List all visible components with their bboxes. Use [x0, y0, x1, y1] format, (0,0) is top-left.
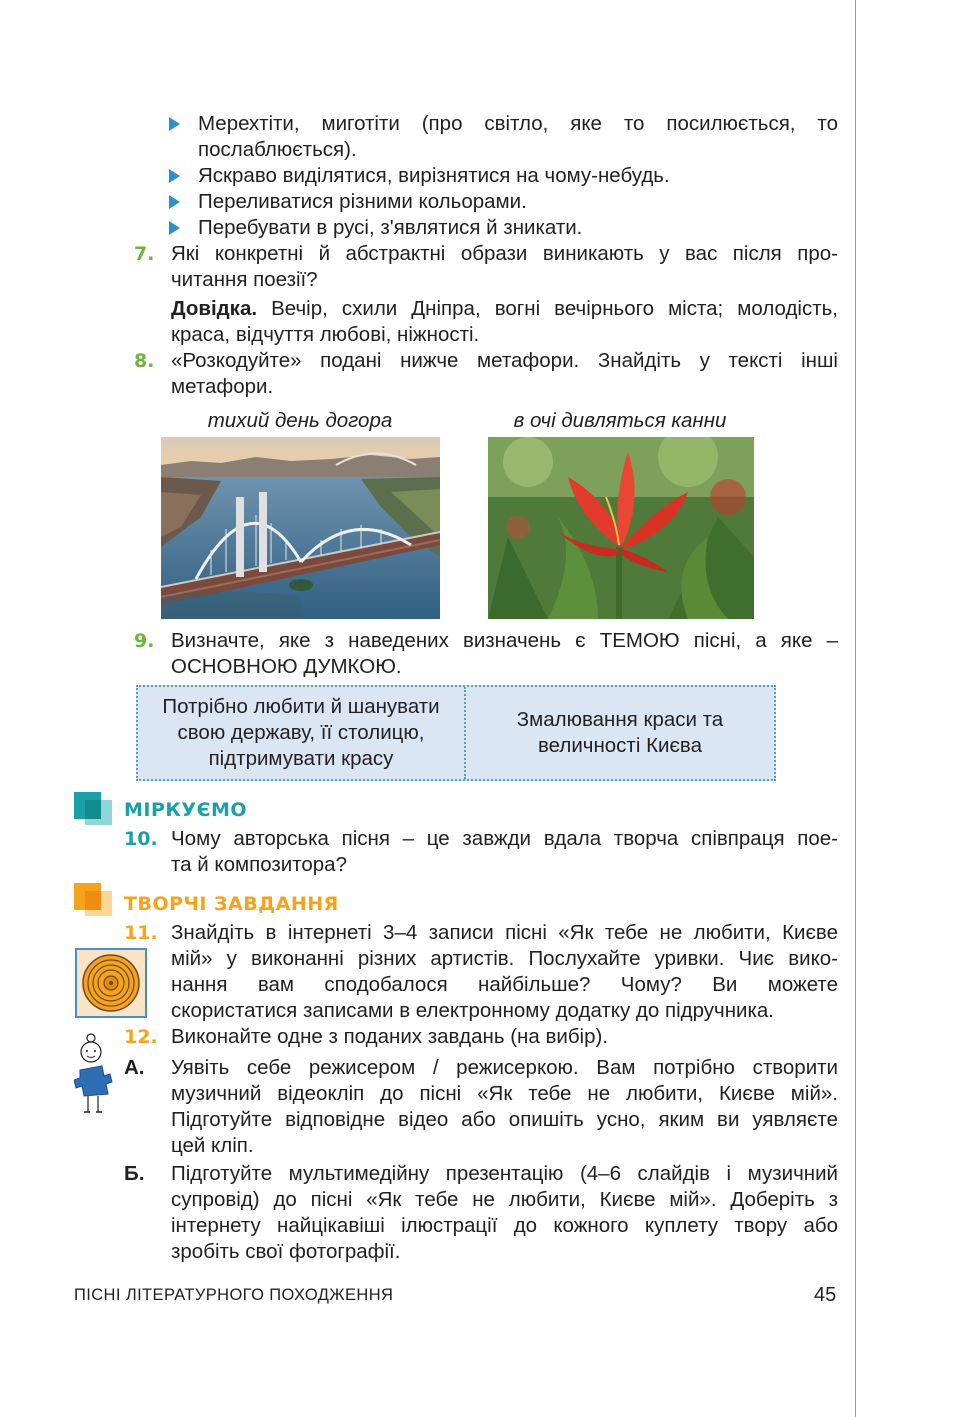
option-a-line1: Уявіть себе режисером / режисеркою. Вам потрібно створити: [171, 1056, 838, 1079]
bullet-text-3: Переливатися різними кольорами.: [198, 190, 527, 213]
question-8-line2: метафори.: [171, 375, 274, 398]
question-number-12: 12.: [124, 1026, 158, 1048]
hint-label: Довідка.: [171, 297, 258, 320]
image-caption-left: тихий день догора: [207, 409, 393, 432]
option-b-line4: зробіть свої фотографії.: [171, 1240, 401, 1263]
theme-idea-table: [136, 685, 776, 781]
question-7-line2: читання поезії?: [171, 268, 318, 291]
section-title-think: МІРКУЄМО: [124, 799, 248, 821]
question-number-11: 11.: [124, 922, 158, 944]
table-cell-right: [466, 687, 774, 779]
question-7-hint-line2: краса, відчуття любові, ніжності.: [171, 323, 480, 346]
section-title-creative: ТВОРЧІ ЗАВДАННЯ: [124, 893, 339, 915]
option-letter-b: Б.: [124, 1162, 145, 1185]
question-7-hint-line1: [171, 296, 838, 322]
table-left-line1: Потрібно любити й шанувати: [162, 695, 440, 718]
kyiv-bridge-photo: [161, 437, 440, 619]
page-number: 45: [814, 1284, 837, 1306]
question-11-line1: Знайдіть в інтернеті 3–4 записи пісні «Як тебе не любити, Києве: [171, 921, 838, 944]
image-caption-right: в очі дивляться канни: [513, 409, 727, 432]
girl-with-puzzle-icon: [74, 1032, 120, 1118]
question-11-line3: нання вам сподобалося найбільше? Чому? Ви можете: [171, 973, 838, 996]
kyiv-bridge-illustration: [161, 437, 440, 619]
bullet-icon: [169, 169, 180, 183]
question-11-line4: скористатися записами в електронному додатку до підручника.: [171, 999, 774, 1022]
question-number-7: 7.: [134, 243, 155, 265]
bullet-text-1-line1: Мерехтіти, миготіти (про світло, яке то посилюється, то: [198, 112, 838, 135]
running-footer-section: ПІСНІ ЛІТЕРАТУРНОГО ПОХОДЖЕННЯ: [74, 1286, 394, 1304]
question-11-line2: мій» у виконанні різних артистів. Послухайте уривки. Чиє вико-: [171, 947, 838, 970]
bullet-text-4: Перебувати в русі, з'являтися й зникати.: [198, 216, 583, 239]
option-letter-a: А.: [124, 1056, 145, 1079]
table-cell-left: [138, 687, 466, 779]
question-12-line1: Виконайте одне з поданих завдань (на вибір).: [171, 1025, 609, 1048]
question-10-line1: Чому авторська пісня – це завжди вдала творча співпраця пое-: [171, 827, 838, 850]
table-left-line3: підтримувати красу: [208, 747, 394, 770]
bullet-icon: [169, 221, 180, 235]
bullet-icon: [169, 195, 180, 209]
hint-text: Вечір, схили Дніпра, вогні вечірнього міста; молодість,: [257, 297, 838, 320]
option-b-line2: супровід) до пісні «Як тебе не любити, Києве мій». Доберіть з: [171, 1188, 838, 1211]
bullet-text-2: Яскраво виділятися, вирізнятися на чому-небудь.: [198, 164, 670, 187]
question-10-line2: та й композитора?: [171, 853, 347, 876]
question-7-line1: Які конкретні й абстрактні образи виникають у вас після про-: [171, 242, 838, 265]
option-a-line4: цей кліп.: [171, 1134, 254, 1157]
option-b-line1: Підготуйте мультимедійну презентацію (4–6 слайдів і музичний: [171, 1162, 838, 1185]
question-9-line1: Визначте, яке з наведених визначень є ТЕМОЮ пісні, а яке –: [171, 629, 838, 652]
option-a-line2: музичний відеокліп до пісні «Як тебе не любити, Києве мій».: [171, 1082, 838, 1105]
think-section-icon: [74, 792, 112, 825]
question-number-9: 9.: [134, 630, 155, 652]
table-left-line2: свою державу, її столицю,: [177, 721, 425, 744]
vinyl-record-icon: [75, 948, 147, 1018]
canna-flower-photo: [488, 437, 754, 619]
canna-flower-illustration: [488, 437, 754, 619]
option-a-line3: Підготуйте відповідне відео або опишіть усно, яким ви уявляєте: [171, 1108, 838, 1131]
option-b-line3: інтернету найцікавіші ілюстрації до кожного куплету твору або: [171, 1214, 838, 1237]
bullet-icon: [169, 117, 180, 131]
page-edge-rule: [855, 0, 856, 1417]
table-right-line1: Змалювання краси та: [516, 708, 724, 731]
question-number-8: 8.: [134, 350, 155, 372]
question-number-10: 10.: [124, 828, 158, 850]
table-right-line2: величності Києва: [537, 734, 702, 757]
bullet-text-1-line2: послаблюється).: [198, 138, 357, 161]
question-8-line1: «Розкодуйте» подані нижче метафори. Знайдіть у тексті інші: [171, 349, 838, 372]
creative-section-icon: [74, 883, 112, 916]
question-9-line2: ОСНОВНОЮ ДУМКОЮ.: [171, 655, 402, 678]
